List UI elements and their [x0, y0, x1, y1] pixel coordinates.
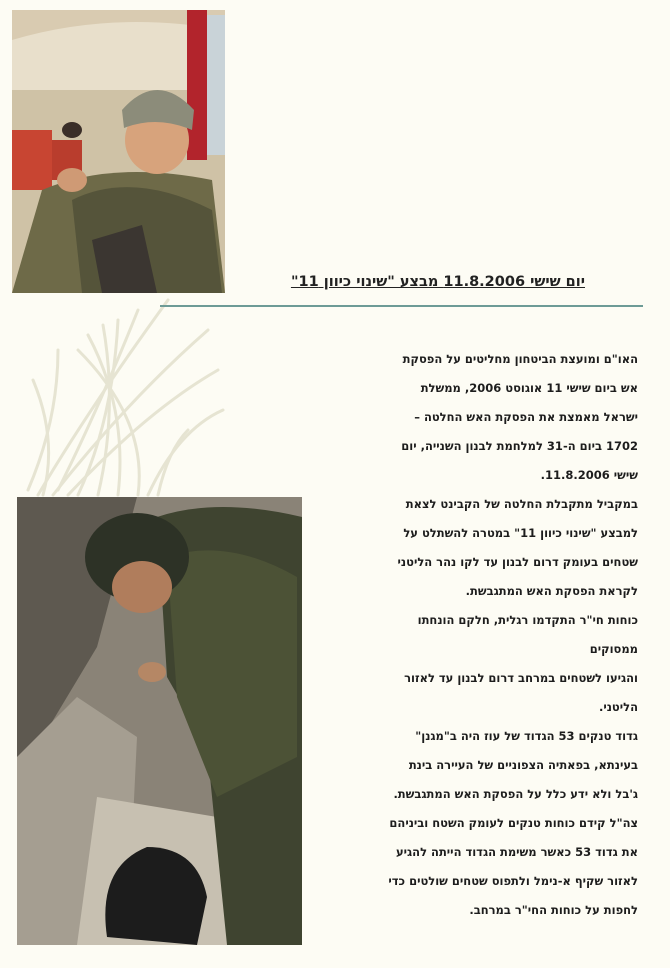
article-line: במקביל מתקבלת החלטה של הקבינט לצאת — [405, 497, 638, 511]
article-line: 1702 ביום ה-31 למלחמת לבנון השנייה, יום — [401, 439, 638, 453]
article-line: בעינתא, בפאתיה הצפוניים של העיירה בינת — [408, 758, 638, 772]
page-heading: יום שישי 11.8.2006 מבצע "שינוי כיוון 11" — [290, 274, 585, 290]
article-line: ישראל מאמצת את הפסקת האש החלטה – — [414, 410, 638, 424]
article-line: ממסוקים — [589, 642, 638, 656]
article-line: ג'בל ולא ידע כלל על הפסקת האש המתגבשת. — [393, 787, 638, 801]
palm-frond-decoration — [18, 290, 228, 500]
article-line: והגיעו לשטחים במרחב דרום לבנון עד לאזור — [404, 671, 638, 685]
article-line: הליטני. — [598, 700, 638, 714]
soldier-with-helmet-photo — [17, 497, 302, 945]
article-line: כוחות חי"ר התקדמו רגלית, חלקם הונחתו — [417, 613, 638, 627]
article-line: שישי 11.8.2006. — [540, 468, 638, 482]
soldier-on-bus-photo — [12, 10, 225, 293]
article-line: גדוד טנקים 53 הגדוד של עוז היה ב"מגנן" — [415, 729, 638, 743]
article-line: האו"ם ומועצת הביטחון מחליטים על הפסקת — [402, 352, 638, 366]
heading-divider — [160, 305, 643, 307]
article-line: אש ביום שישי 11 אוגוסט 2006, ממשלת — [420, 381, 638, 395]
article-line: למבצע "שינוי כיוון 11" במטרה להשתלט על — [403, 526, 638, 540]
article-line: לאזור שקיף א-נימל ולתפוס שטחים שולטים כדי — [388, 874, 638, 888]
article-line: שטחים בעומק דרום לבנון עד לקו נהר הליטני — [397, 555, 638, 569]
article-line: צה"ל קידם כוחות טנקים לעומק השטח וביניהם — [389, 816, 638, 830]
article-line: לקראת הפסקת האש המתגבשת. — [465, 584, 638, 598]
article-line: לחפות על כוחות החי"ר במרחב. — [469, 903, 638, 917]
article-body — [320, 345, 638, 925]
article-line: את גדוד 53 כאשר משימת הגדוד הייתה להגיע — [396, 845, 638, 859]
